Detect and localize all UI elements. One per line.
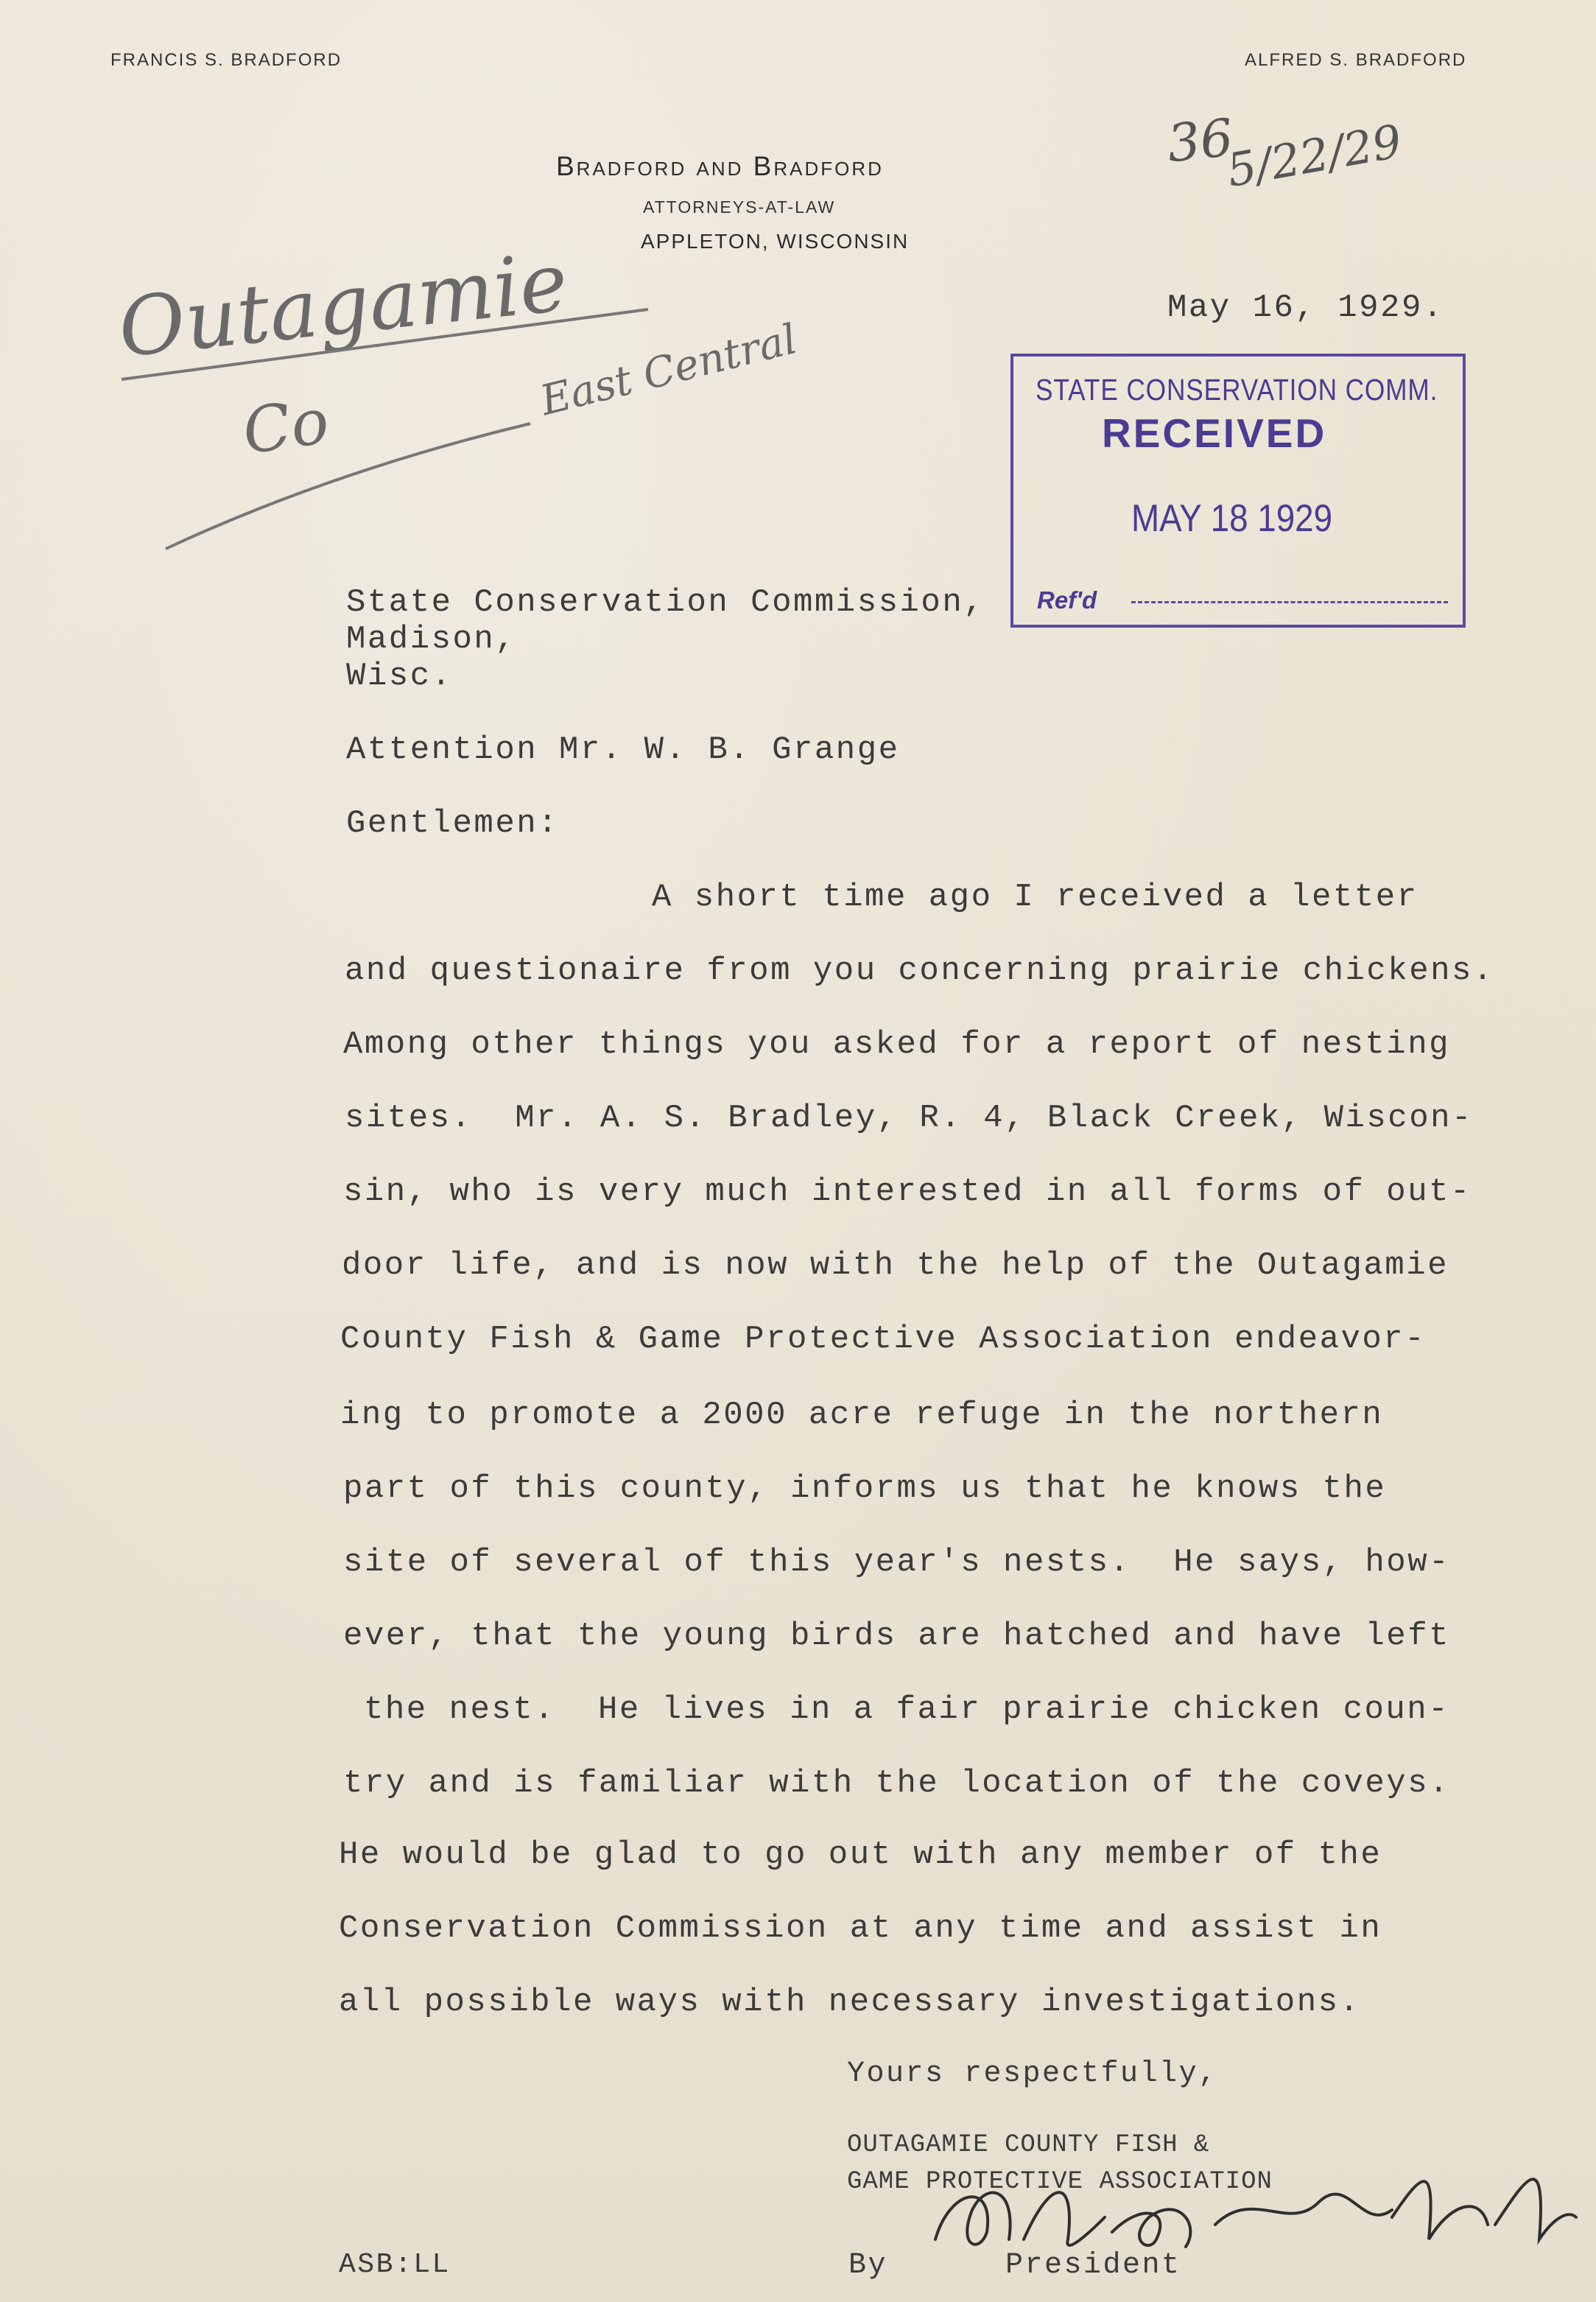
stamp-date: MAY 18 1929 [1131,497,1333,540]
president-title: President [1005,2249,1181,2282]
closing: Yours respectfully, [847,2057,1218,2091]
region-annotation: East Central [535,315,802,426]
firm-city: APPLETON, WISCONSIN [641,230,910,253]
body-line: Conservation Commission at any time and assist in [339,1910,1382,1947]
recipient-line-2: Madison, [346,621,517,658]
body-line: County Fish & Game Protective Association endeavor- [340,1321,1427,1358]
county-annotation: Outagamie [113,234,572,376]
body-line: try and is familiar with the location of the coveys. [343,1765,1451,1802]
file-number-annotation: 36 [1164,107,1237,175]
stamp-status: RECEIVED [1102,410,1327,456]
org-line-2: GAME PROTECTIVE ASSOCIATION [847,2168,1273,2196]
letterhead-left-name: FRANCIS S. BRADFORD [110,50,342,70]
stamp-ref-line [1131,601,1448,603]
received-stamp [1010,354,1466,628]
handwritten-signature [906,2129,1583,2269]
stamp-ref-label: Ref'd [1037,586,1097,614]
salutation: Gentlemen: [346,805,560,842]
recipient-line-1: State Conservation Commission, [346,584,985,621]
by-label: By [848,2249,888,2282]
body-line: sites. Mr. A. S. Bradley, R. 4, Black Creek, Wiscon- [345,1100,1473,1137]
body-line: all possible ways with necessary investigations. [339,1984,1361,2021]
body-line: site of several of this year's nests. He says, how- [343,1544,1451,1581]
typist-initials: ASB:LL [339,2249,451,2281]
org-line-1: OUTAGAMIE COUNTY FISH & [847,2131,1210,2159]
firm-name: Bradford and Bradford [556,151,884,181]
body-line: Among other things you asked for a report of nesting [343,1026,1451,1063]
firm-subtitle: ATTORNEYS-AT-LAW [643,197,836,217]
county-abbr-annotation: Co [238,385,334,469]
recipient-line-3: Wisc. [346,658,453,695]
body-line: part of this county, informs us that he knows the [343,1470,1387,1507]
letter-date: May 16, 1929. [1167,289,1444,326]
body-line: the nest. He lives in a fair prairie chicken coun- [364,1691,1450,1728]
body-line: He would be glad to go out with any member of the [339,1836,1382,1873]
body-line: and questionaire from you concerning prairie chickens. [345,952,1494,989]
body-line: ever, that the young birds are hatched and have left [343,1618,1451,1654]
letterhead-right-name: ALFRED S. BRADFORD [1245,50,1467,70]
body-line: A short time ago I received a letter [652,879,1419,916]
body-line: ing to promote a 2000 acre refuge in the northern [340,1397,1384,1434]
file-date-annotation: 5/22/29 [1223,113,1406,198]
attention-line: Attention Mr. W. B. Grange [346,731,900,768]
body-line: door life, and is now with the help of the Outagamie [342,1247,1449,1284]
body-line: sin, who is very much interested in all forms of out- [343,1173,1472,1210]
stamp-agency: STATE CONSERVATION COMM. [1036,373,1438,407]
